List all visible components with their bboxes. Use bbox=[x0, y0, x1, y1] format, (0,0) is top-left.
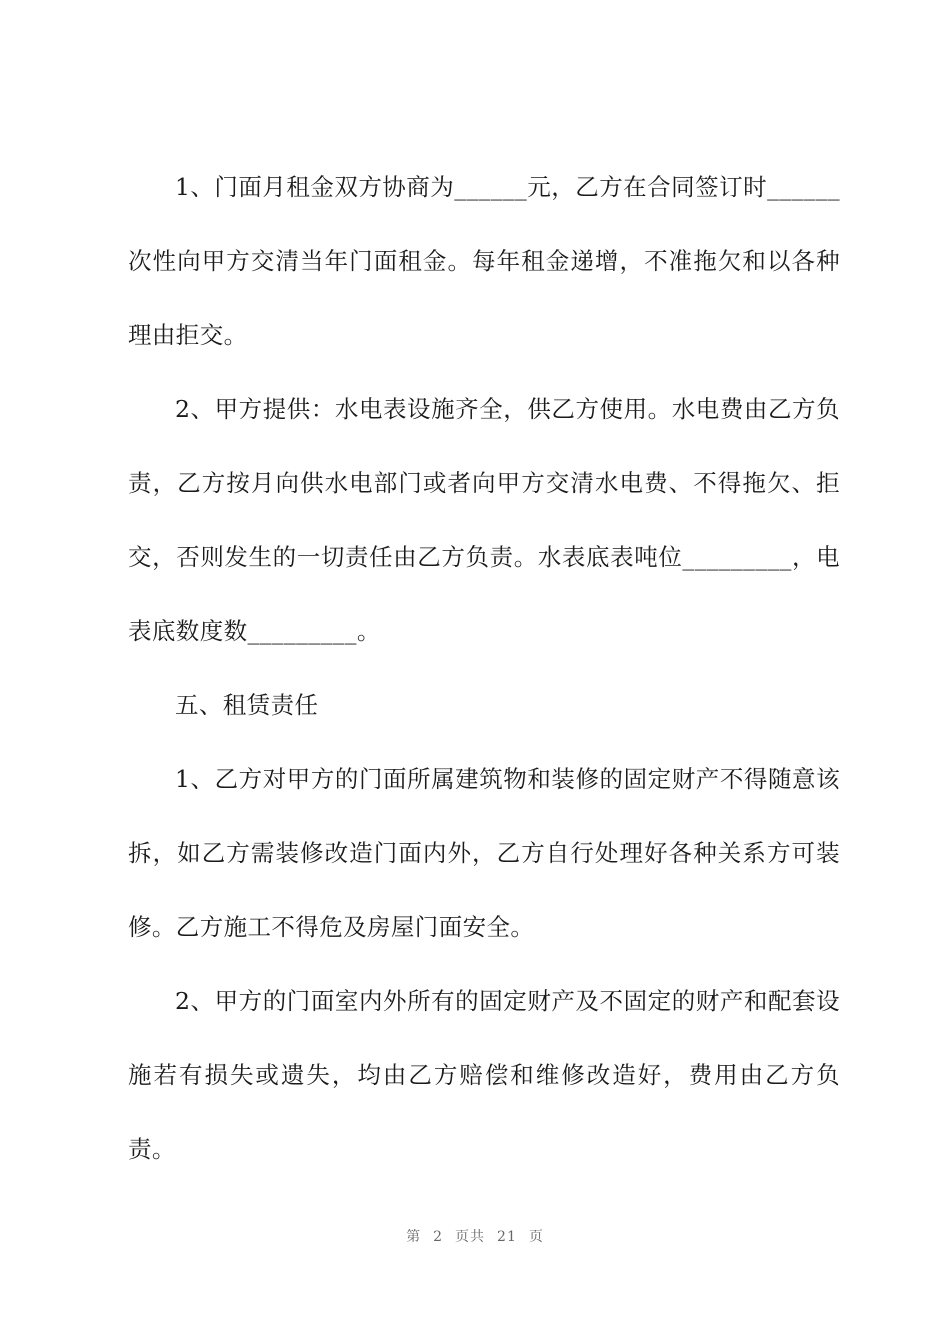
footer-total-pages: 21 bbox=[497, 1229, 517, 1245]
paragraph-utilities: 2、甲方提供：水电表设施齐全，供乙方使用。水电费由乙方负责，乙方按月向供水电部门或者向甲方交清水电费、不得拖欠、拒交，否则发生的一切责任由乙方负责。水表底表吨位_________，电表底数度数_________。 bbox=[128, 395, 840, 645]
footer-current-page: 2 bbox=[433, 1229, 444, 1245]
paragraph-property-loss: 2、甲方的门面室内外所有的固定财产及不固定的财产和配套设施若有损失或遗失，均由乙方赔偿和维修改造好，费用由乙方负责。 bbox=[128, 987, 840, 1163]
document-body bbox=[128, 150, 840, 1186]
paragraph-rent-terms: 1、门面月租金双方协商为______元，乙方在合同签订时______次性向甲方交清当年门面租金。每年租金递增，不准拖欠和以各种理由拒交。 bbox=[128, 173, 840, 349]
footer-prefix: 第 bbox=[406, 1229, 422, 1245]
footer-suffix: 页 bbox=[528, 1229, 544, 1245]
paragraph-renovation: 1、乙方对甲方的门面所属建筑物和装修的固定财产不得随意该拆，如乙方需装修改造门面内外，乙方自行处理好各种关系方可装修。乙方施工不得危及房屋门面安全。 bbox=[128, 765, 840, 941]
footer-middle: 页共 bbox=[455, 1229, 486, 1245]
section-heading-lease-responsibility: 五、租赁责任 bbox=[175, 691, 319, 719]
page-footer bbox=[0, 1226, 950, 1246]
